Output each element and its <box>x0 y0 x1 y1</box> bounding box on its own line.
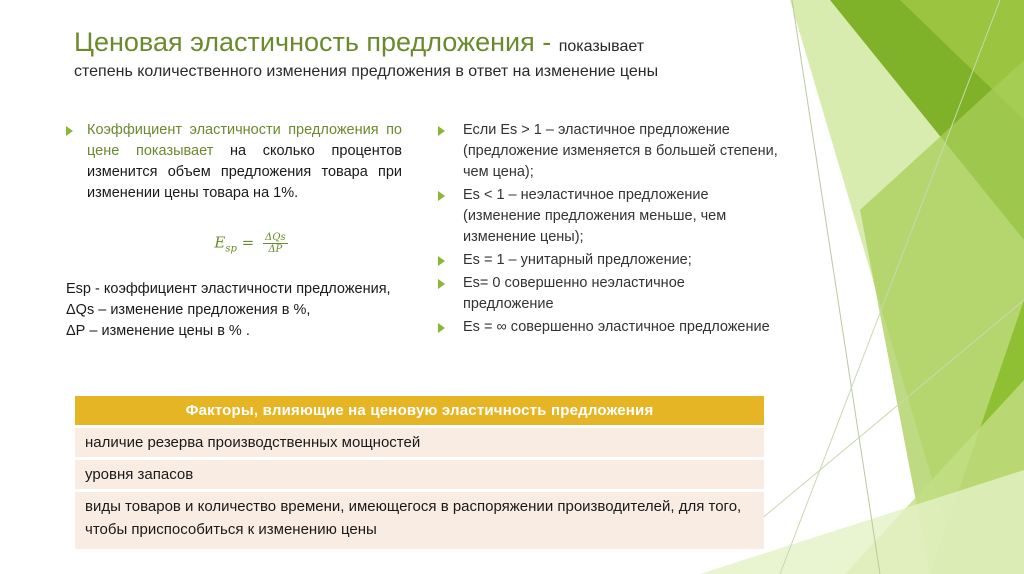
formula-legend <box>66 279 402 342</box>
elasticity-formula <box>100 232 402 257</box>
table-header: Факторы, влияющие на ценовую эластичность предложения <box>75 396 764 425</box>
formula-lhs: E <box>214 233 226 252</box>
list-item <box>438 317 778 338</box>
table-row: наличие резерва производственных мощностей <box>75 428 764 457</box>
bullet-text <box>87 120 402 204</box>
list-item-text: Es = 1 – унитарный предложение; <box>463 252 692 269</box>
arrow-bullet-icon <box>438 256 445 266</box>
list-item <box>438 185 778 248</box>
definition-highlight: Коэффициент эластичности предложения по цене показывает <box>87 122 402 160</box>
formula-numerator: ΔQs <box>265 232 286 244</box>
legend-line: ΔР – изменение цены в % . <box>66 323 250 340</box>
title-line2: степень количественного изменения предложения в ответ на изменение цены <box>74 62 659 80</box>
legend-line: ΔQs – изменение предложения в %, <box>66 302 311 319</box>
formula-fraction <box>263 232 288 255</box>
list-item <box>438 273 778 315</box>
right-column <box>438 120 778 340</box>
arrow-bullet-icon <box>438 126 445 136</box>
table-row: виды товаров и количество времени, имеющегося в распоряжении производителей, для того, чтобы приспособиться к изменению цены <box>75 492 764 549</box>
list-item-text: Es < 1 – неэластичное предложение (изменение предложения меньше, чем изменение цены); <box>463 187 727 246</box>
arrow-bullet-icon <box>66 126 73 136</box>
formula-eq: = <box>241 233 255 252</box>
list-item <box>438 120 778 183</box>
formula-denominator: ΔP <box>268 244 283 256</box>
left-bullet <box>66 120 402 204</box>
arrow-bullet-icon <box>438 323 445 333</box>
title-sub: показывает <box>558 38 645 55</box>
definition-rest: на сколько процентов изменится объем предложения товара при изменении цены товара на 1%. <box>87 143 402 202</box>
formula-lhs-sub: sp <box>225 243 237 255</box>
slide-title <box>74 26 794 82</box>
list-item <box>438 250 778 271</box>
legend-line: Esp - коэффициент эластичности предложения, <box>66 281 391 298</box>
table-row: уровня запасов <box>75 460 764 489</box>
list-item-text: Es= 0 совершенно неэластичное предложение <box>463 275 685 313</box>
arrow-bullet-icon <box>438 279 445 289</box>
left-column <box>66 120 402 342</box>
title-main: Ценовая эластичность предложения - <box>74 27 559 57</box>
list-item-text: Es = ∞ совершенно эластичное предложение <box>463 319 770 336</box>
arrow-bullet-icon <box>438 191 445 201</box>
list-item-text: Если Es > 1 – эластичное предложение (предложение изменяется в большей степени, чем цена); <box>463 122 778 181</box>
factors-table <box>75 396 764 549</box>
